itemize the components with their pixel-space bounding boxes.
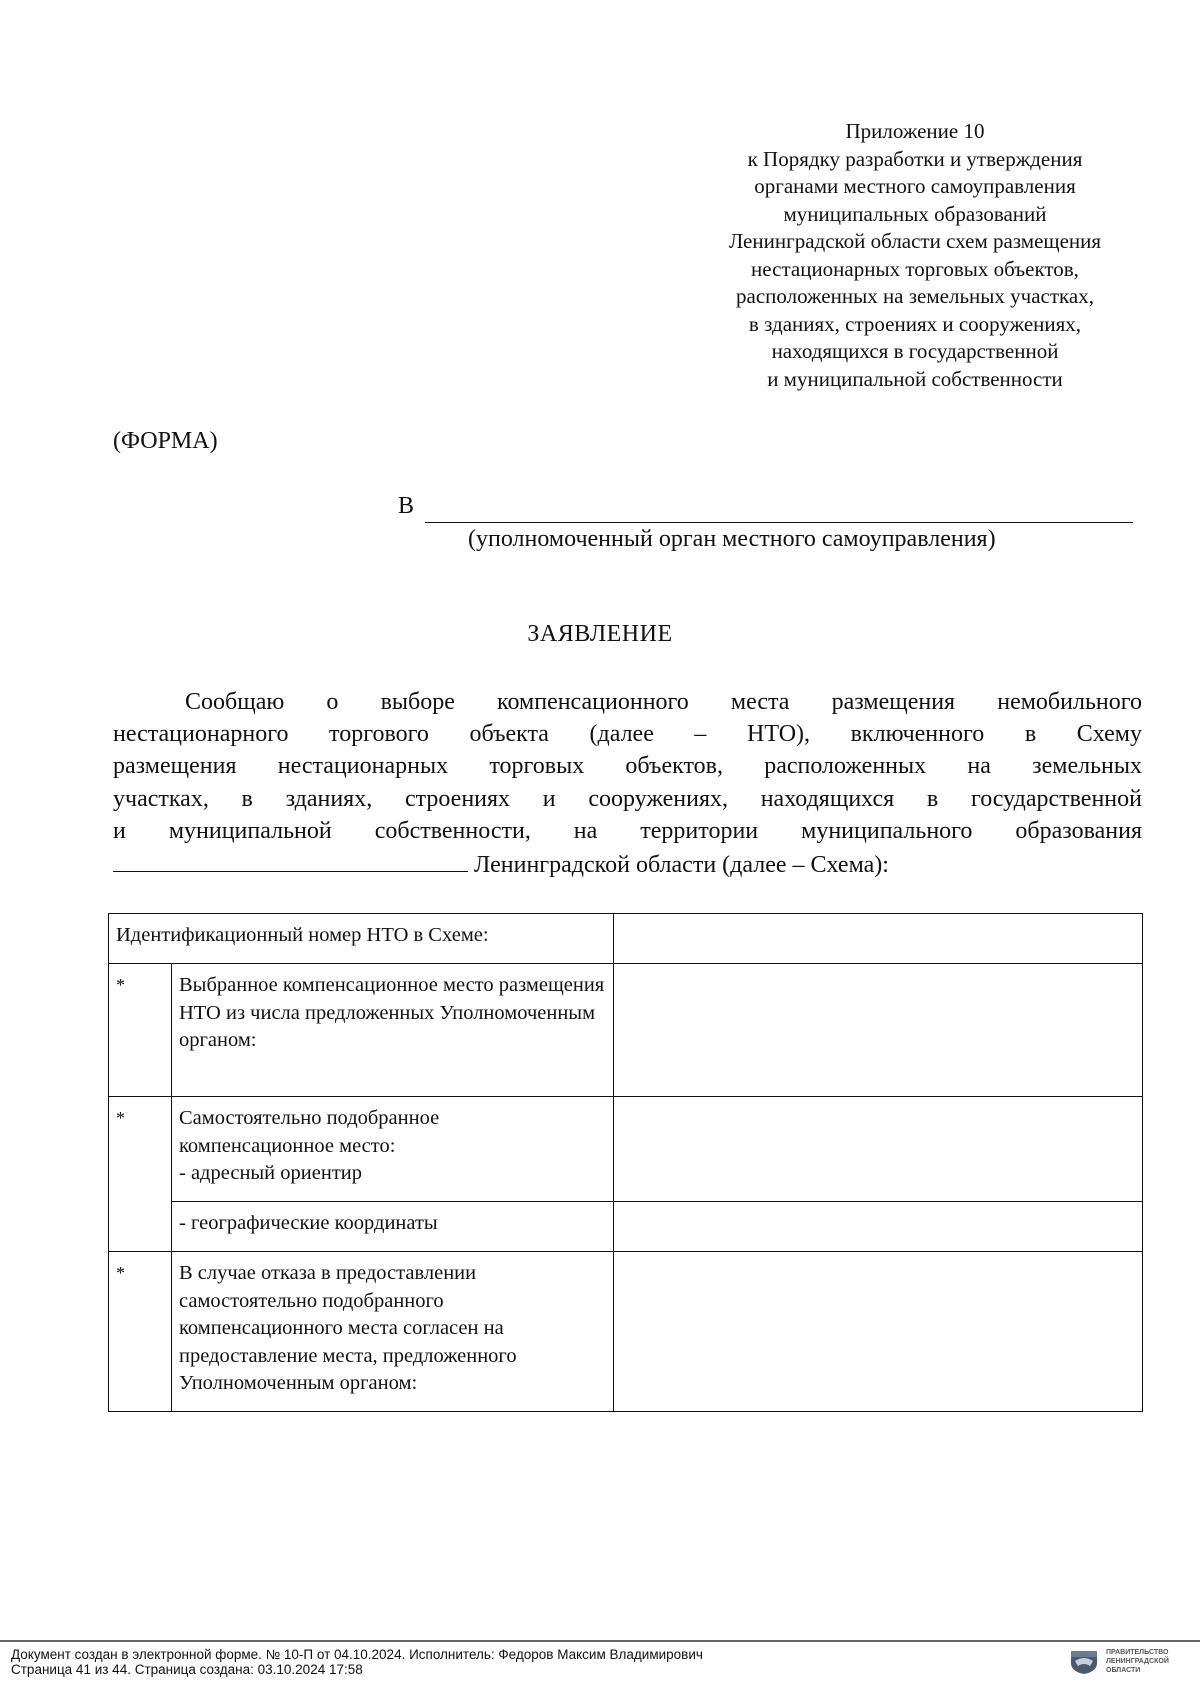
row-label: В случае отказа в предоставлении самостоятельно подобранного компенсационного места согласен на предоставление места, предложенного Уполномоченным органом: <box>172 1252 614 1412</box>
footer-meta <box>11 1647 703 1677</box>
table-row <box>109 1202 1143 1252</box>
row-marker: * <box>109 964 172 1097</box>
logo-text-line: ЛЕНИНГРАДСКОЙ <box>1106 1658 1169 1665</box>
appendix-line: в зданиях, строениях и сооружениях, <box>748 311 1082 336</box>
id-value-cell <box>614 914 1143 964</box>
logo-text <box>1106 1648 1169 1675</box>
government-logo <box>1070 1647 1190 1679</box>
row-marker: * <box>109 1252 172 1412</box>
row-value-cell <box>614 1202 1143 1252</box>
paragraph-line: Сообщаю о выборе компенсационного места размещения немобильного <box>185 689 1142 715</box>
row-value-cell <box>614 1252 1143 1412</box>
appendix-line: расположенных на земельных участках, <box>736 284 1094 308</box>
appendix-line: и муниципальной собственности <box>767 366 1063 391</box>
row-value-cell <box>614 1097 1143 1202</box>
recipient-prefix: В <box>398 493 415 519</box>
application-table <box>108 913 1143 1412</box>
appendix-line: Ленинградской области схем размещения <box>728 229 1102 253</box>
document-title: ЗАЯВЛЕНИЕ <box>527 621 673 647</box>
row-label-line: - адресный ориентир <box>179 1162 362 1184</box>
appendix-line: к Порядку разработки и утверждения <box>747 146 1083 171</box>
row-label <box>172 1097 614 1202</box>
table-row <box>109 914 1143 964</box>
appendix-line: находящихся в государственной <box>771 339 1059 363</box>
paragraph-line: участках, в зданиях, строениях и сооружениях, находящихся в государственной <box>113 785 1142 812</box>
form-label: (ФОРМА) <box>113 428 218 454</box>
recipient-caption: (уполномоченный орган местного самоуправления) <box>468 526 996 552</box>
table-row <box>109 964 1143 1097</box>
row-value-cell <box>614 964 1143 1097</box>
row-label: - географические координаты <box>172 1202 614 1252</box>
id-label-cell: Идентификационный номер НТО в Схеме: <box>109 914 614 964</box>
recipient-blank-line <box>425 522 1133 523</box>
logo-text-line: ПРАВИТЕЛЬСТВО <box>1106 1649 1169 1656</box>
recipient-field <box>398 493 1133 525</box>
municipality-blank-line <box>113 847 468 872</box>
appendix-line: нестационарных торговых объектов, <box>751 256 1079 281</box>
footer-line: Документ создан в электронной форме. № 10-П от 04.10.2024. Исполнитель: Федоров Максим Владимирович <box>11 1647 703 1662</box>
appendix-header <box>690 118 1140 393</box>
coat-of-arms-icon <box>1070 1649 1098 1675</box>
paragraph-line: размещения нестационарных торговых объектов, расположенных на земельных <box>113 753 1142 780</box>
table-row <box>109 1097 1143 1202</box>
row-label-line: Самостоятельно подобранное <box>179 1107 440 1129</box>
appendix-line: муниципальных образований <box>783 201 1047 226</box>
appendix-line: органами местного самоуправления <box>754 174 1076 198</box>
paragraph-line: и муниципальной собственности, на территории муниципального образования <box>113 817 1142 844</box>
paragraph-line <box>113 847 1142 881</box>
row-marker: * <box>109 1097 172 1252</box>
logo-text-line: ОБЛАСТИ <box>1106 1667 1141 1674</box>
statement-paragraph <box>113 686 1142 881</box>
appendix-line: Приложение 10 <box>845 119 985 143</box>
paragraph-line: нестационарного торгового объекта (далее – НТО), включенного в Схему <box>113 721 1142 748</box>
document-footer <box>0 1640 1200 1698</box>
table-row <box>109 1252 1143 1412</box>
paragraph-line-text: Ленинградской области (далее – Схема): <box>474 852 889 879</box>
footer-divider <box>0 1640 1200 1642</box>
row-label-line: компенсационное место: <box>179 1134 396 1157</box>
footer-line: Страница 41 из 44. Страница создана: 03.10.2024 17:58 <box>11 1662 363 1677</box>
row-label: Выбранное компенсационное место размещения НТО из числа предложенных Уполномоченным органом: <box>172 964 614 1097</box>
